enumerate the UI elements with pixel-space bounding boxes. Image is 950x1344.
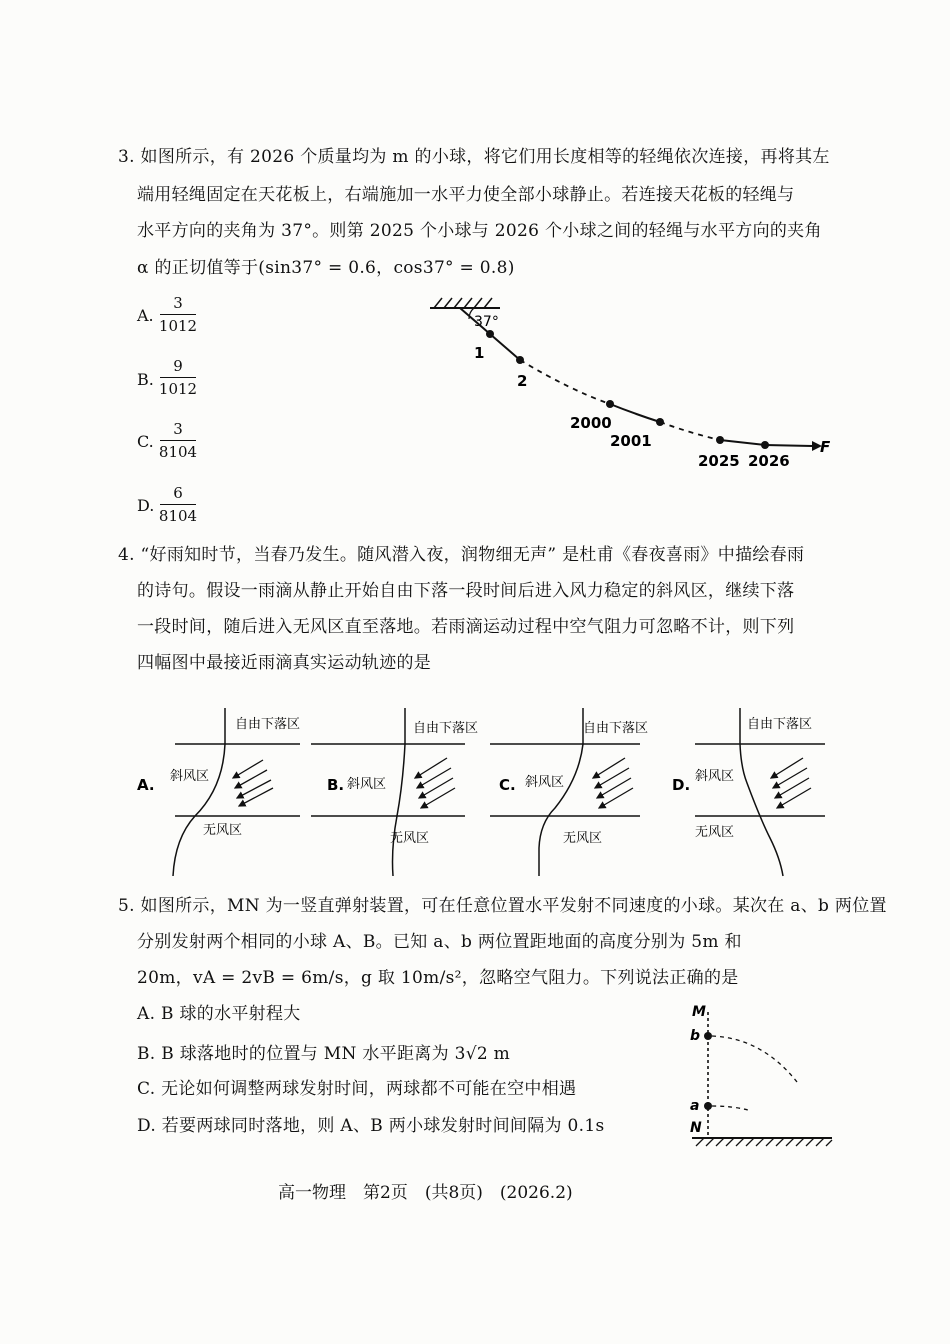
q5-option-d: D. 若要两球同时落地，则 A、B 两小球发射时间间隔为 0.1s [137,1116,605,1136]
q4-line-3: 一段时间，随后进入无风区直至落地。若雨滴运动过程中空气阻力可忽略不计，则下列 [137,617,795,637]
panel-d-zone-calm: 无风区 [695,825,735,840]
ball-2 [516,356,524,364]
q3-option-b-fraction [160,357,196,398]
ball-label-2: 2 [517,372,528,390]
point-b [704,1032,712,1040]
q3-option-a-numerator: 3 [173,294,183,312]
ball-label-2026: 2026 [748,452,790,470]
q5-line-1: 5. 如图所示，MN 为一竖直弹射装置，可在任意位置水平发射不同速度的小球。某次在 a、b 两位置 [118,896,887,916]
angle-label: 37° [474,314,499,330]
panel-a[interactable] [137,708,300,876]
q3-line-1: 3. 如图所示，有 2026 个质量均为 m 的小球，将它们用长度相等的轻绳依次连接，再将其左 [118,147,830,167]
q5-line-3: 20m，vA = 2vB = 6m/s，g 取 10m/s²，忽略空气阻力。下列说法正确的是 [137,968,739,988]
q4-line-2: 的诗句。假设一雨滴从静止开始自由下落一段时间后进入风力稳定的斜风区，继续下落 [137,581,795,601]
q3-line-4: α 的正切值等于(sin37° = 0.6，cos37° = 0.8) [137,258,515,278]
label-a: a [690,1098,700,1114]
q3-option-c-numerator: 3 [173,420,183,438]
label-n: N [690,1120,702,1136]
panel-b-zone-wind: 斜风区 [347,777,387,792]
q3-option-d-numerator: 6 [173,484,183,502]
page-footer: 高一物理 第2页 (共8页) (2026.2) [278,1183,573,1203]
q3-option-a-label: A. [137,306,154,325]
q5-option-b: B. B 球落地时的位置与 MN 水平距离为 3√2 m [137,1044,511,1064]
panel-a-zone-free: 自由下落区 [235,717,301,732]
q4-line-4: 四幅图中最接近雨滴真实运动轨迹的是 [137,653,432,673]
panel-d[interactable] [672,708,825,876]
ball-label-2025: 2025 [698,452,740,470]
label-b: b [690,1028,701,1044]
ball-2001 [656,418,664,426]
q3-option-a-denominator: 1012 [158,317,198,335]
panel-a-zone-wind: 斜风区 [170,769,210,784]
q3-option-c-label: C. [137,432,154,451]
panel-a-zone-calm: 无风区 [203,823,243,838]
panel-c-zone-calm: 无风区 [563,831,603,846]
q3-option-d-denominator: 8104 [158,507,198,525]
panel-d-zone-wind: 斜风区 [695,769,735,784]
q5-launcher-figure [682,1000,842,1150]
ball-2026 [761,441,769,449]
q4-line-1: 4. “好雨知时节，当春乃发生。随风潜入夜，润物细无声” 是杜甫《春夜喜雨》中描绘春雨 [118,545,805,565]
q3-line-2: 端用轻绳固定在天花板上，右端施加一水平力使全部小球静止。若连接天花板的轻绳与 [137,185,795,205]
panel-a-label: A. [137,776,155,794]
panel-b[interactable] [311,708,478,876]
q5-option-a: A. B 球的水平射程大 [137,1004,301,1024]
ball-1 [486,330,494,338]
panel-d-label: D. [672,776,691,794]
q3-line-3: 水平方向的夹角为 37°。则第 2025 个小球与 2026 个小球之间的轻绳与水平方向的夹角 [137,221,822,241]
label-m: M [692,1004,706,1020]
point-a [704,1102,712,1110]
ball-2000 [606,400,614,408]
force-label: F [820,438,831,456]
q3-chain-figure [420,292,840,482]
panel-c[interactable] [490,708,648,876]
q3-option-c-denominator: 8104 [158,443,198,461]
q3-option-b-denominator: 1012 [158,380,198,398]
panel-b-zone-free: 自由下落区 [413,721,479,736]
ball-2025 [716,436,724,444]
q5-line-2: 分别发射两个相同的小球 A、B。已知 a、b 两位置距地面的高度分别为 5m 和 [137,932,742,952]
panel-d-zone-free: 自由下落区 [747,717,813,732]
q3-option-b-numerator: 9 [173,357,183,375]
ball-label-2001: 2001 [610,432,652,450]
q3-option-c-fraction [160,420,196,461]
panel-c-zone-wind: 斜风区 [525,775,565,790]
panel-c-label: C. [499,776,516,794]
panel-c-zone-free: 自由下落区 [583,721,649,736]
q4-panels-figure [135,708,835,878]
panel-b-zone-calm: 无风区 [390,831,430,846]
q5-option-c: C. 无论如何调整两球发射时间，两球都不可能在空中相遇 [137,1079,577,1099]
q3-option-a-fraction [160,294,196,335]
q3-option-d-label: D. [137,496,155,515]
q3-option-d-fraction [160,484,196,525]
q3-option-b-label: B. [137,370,154,389]
ball-label-2000: 2000 [570,414,612,432]
ball-label-1: 1 [474,344,485,362]
panel-b-label: B. [327,776,345,794]
